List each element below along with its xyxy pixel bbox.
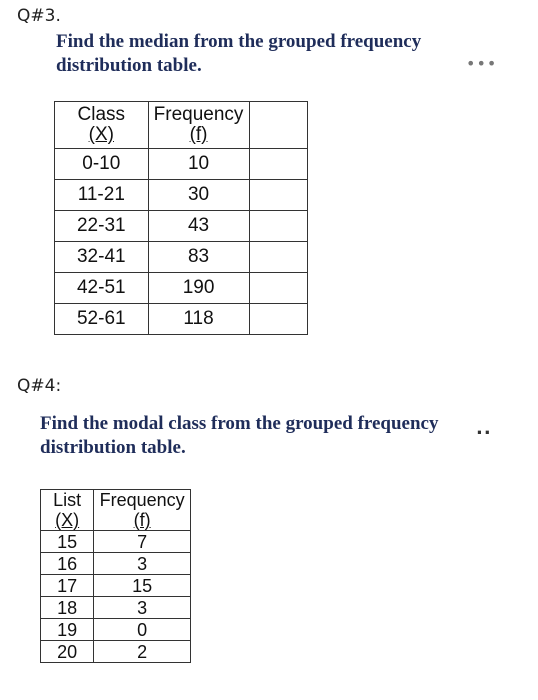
frequency-cell: 118 <box>148 304 249 335</box>
frequency-cell: 2 <box>94 641 191 663</box>
header-cell-frequency <box>94 490 191 531</box>
class-cell: 11-21 <box>55 180 149 211</box>
header-cell-class <box>55 102 149 149</box>
class-cell: 42-51 <box>55 273 149 304</box>
frequency-cell: 3 <box>94 553 191 575</box>
list-cell: 18 <box>41 597 94 619</box>
table-row <box>41 619 191 641</box>
table-row <box>41 553 191 575</box>
header-cell-empty <box>249 102 308 149</box>
frequency-cell: 15 <box>94 575 191 597</box>
frequency-cell: 10 <box>148 149 249 180</box>
question-3-label: Q#3. <box>17 6 61 26</box>
table-header-row <box>41 490 191 531</box>
question-3-prompt-line2: distribution table. <box>56 55 202 76</box>
list-cell: 15 <box>41 531 94 553</box>
header-cell-frequency <box>148 102 249 149</box>
header-class-label: Class <box>77 104 126 125</box>
empty-cell <box>249 211 308 242</box>
frequency-cell: 43 <box>148 211 249 242</box>
table-header-row <box>55 102 308 149</box>
question-4-prompt <box>40 412 438 460</box>
list-cell: 19 <box>41 619 94 641</box>
header-class-sub: (X) <box>88 124 114 145</box>
table-row <box>55 149 308 180</box>
grouped-frequency-table-2 <box>40 489 191 663</box>
table-row <box>41 641 191 663</box>
table-row <box>41 575 191 597</box>
class-cell: 0-10 <box>55 149 149 180</box>
frequency-cell: 190 <box>148 273 249 304</box>
header-frequency-sub: (f) <box>189 124 208 145</box>
class-cell: 52-61 <box>55 304 149 335</box>
question-4-prompt-line1: Find the modal class from the grouped frequency <box>40 413 439 434</box>
list-cell: 17 <box>41 575 94 597</box>
empty-cell <box>249 242 308 273</box>
table-row <box>55 304 308 335</box>
empty-cell <box>249 149 308 180</box>
header-list-label: List <box>53 490 82 510</box>
table-row <box>55 242 308 273</box>
table-row <box>41 531 191 553</box>
list-cell: 16 <box>41 553 94 575</box>
table-row <box>55 211 308 242</box>
frequency-cell: 83 <box>148 242 249 273</box>
header-frequency-label: Frequency <box>99 490 185 510</box>
more-options-icon[interactable]: .. <box>476 418 492 439</box>
header-frequency-sub: (f) <box>133 510 151 530</box>
question-4-label: Q#4: <box>17 376 62 396</box>
grouped-frequency-table-1 <box>54 101 308 335</box>
empty-cell <box>249 273 308 304</box>
list-cell: 20 <box>41 641 94 663</box>
frequency-cell: 7 <box>94 531 191 553</box>
question-4-prompt-line2: distribution table. <box>40 437 186 458</box>
table-row <box>41 597 191 619</box>
frequency-cell: 30 <box>148 180 249 211</box>
table-row <box>55 180 308 211</box>
empty-cell <box>249 180 308 211</box>
class-cell: 22-31 <box>55 211 149 242</box>
question-3-prompt-line1: Find the median from the grouped frequency <box>56 31 422 52</box>
question-3-prompt <box>56 30 421 78</box>
class-cell: 32-41 <box>55 242 149 273</box>
frequency-cell: 0 <box>94 619 191 641</box>
table-row <box>55 273 308 304</box>
header-list-sub: (X) <box>55 510 80 530</box>
question-4 <box>0 368 538 700</box>
header-frequency-label: Frequency <box>153 104 244 125</box>
more-options-icon[interactable]: ••• <box>466 54 498 73</box>
frequency-cell: 3 <box>94 597 191 619</box>
empty-cell <box>249 304 308 335</box>
header-cell-list <box>41 490 94 531</box>
